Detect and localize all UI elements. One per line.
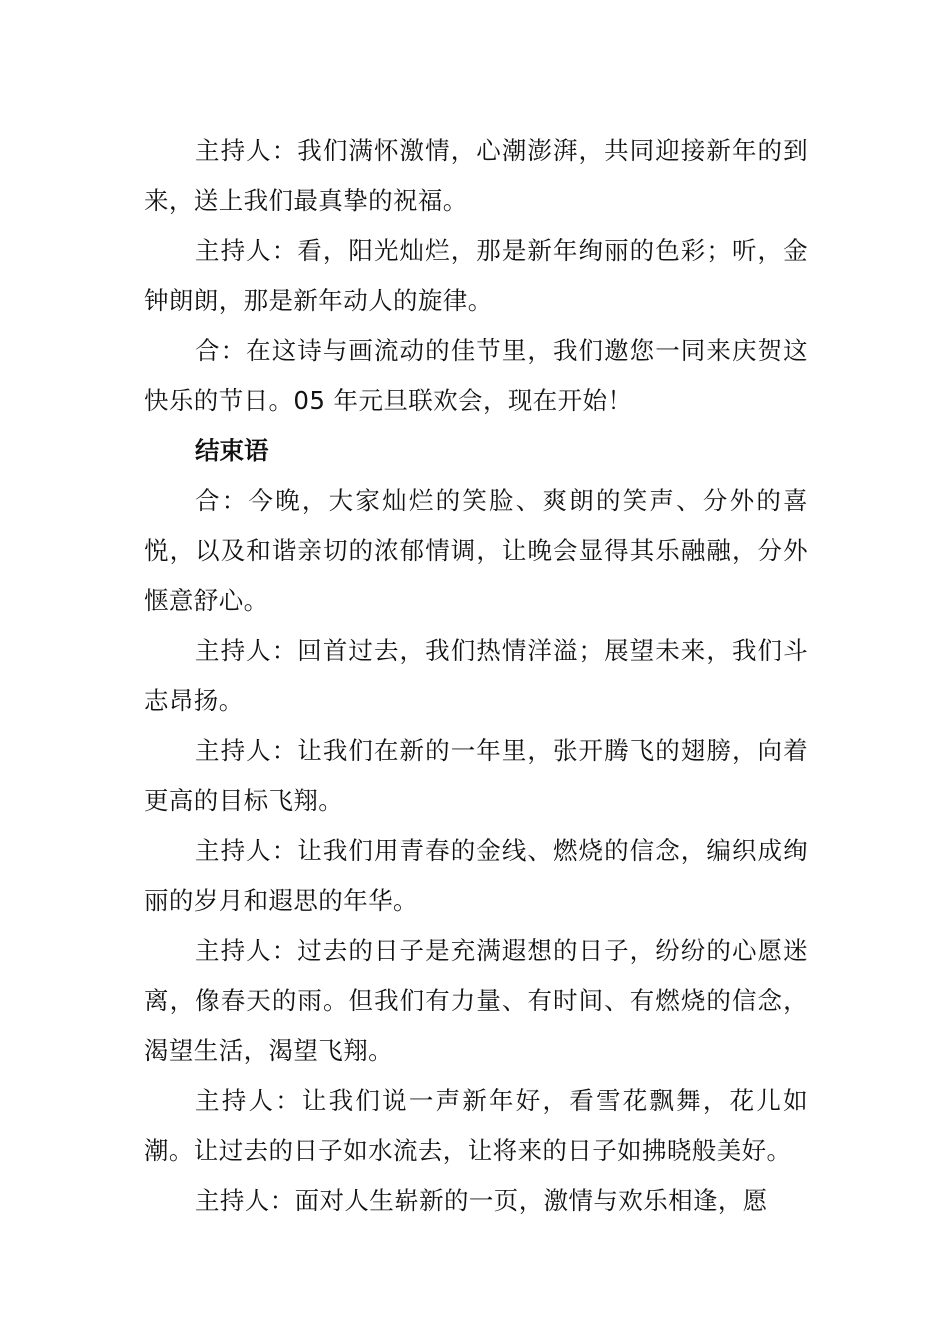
closing-heading: 结束语 bbox=[195, 436, 269, 465]
paragraph-2: 主持人：看，阳光灿烂，那是新年绚丽的色彩；听，金钟朗朗，那是新年动人的旋律。 bbox=[144, 236, 808, 315]
closing-paragraph-3: 主持人：让我们在新的一年里，张开腾飞的翅膀，向着更高的目标飞翔。 bbox=[144, 736, 808, 815]
paragraph-1: 主持人：我们满怀激情，心潮澎湃，共同迎接新年的到来，送上我们最真挚的祝福。 bbox=[144, 136, 808, 215]
closing-paragraph-5: 主持人：过去的日子是充满遐想的日子，纷纷的心愿迷离，像春天的雨。但我们有力量、有时间、有燃烧的信念，渴望生活，渴望飞翔。 bbox=[144, 936, 808, 1065]
closing-paragraph-6: 主持人：让我们说一声新年好，看雪花飘舞，花儿如潮。让过去的日子如水流去，让将来的日子如拂晓般美好。 bbox=[144, 1086, 808, 1165]
closing-paragraph-2: 主持人：回首过去，我们热情洋溢；展望未来，我们斗志昂扬。 bbox=[144, 636, 808, 715]
closing-paragraph-4: 主持人：让我们用青春的金线、燃烧的信念，编织成绚丽的岁月和遐思的年华。 bbox=[144, 836, 808, 915]
closing-paragraph-1: 合：今晚，大家灿烂的笑脸、爽朗的笑声、分外的喜悦，以及和谐亲切的浓郁情调，让晚会显得其乐融融，分外惬意舒心。 bbox=[144, 486, 808, 615]
document-body bbox=[144, 126, 808, 1226]
closing-paragraph-7: 主持人：面对人生崭新的一页，激情与欢乐相逢，愿 bbox=[195, 1186, 768, 1215]
paragraph-3: 合：在这诗与画流动的佳节里，我们邀您一同来庆贺这快乐的节日。05 年元旦联欢会，现在开始！ bbox=[144, 336, 808, 415]
